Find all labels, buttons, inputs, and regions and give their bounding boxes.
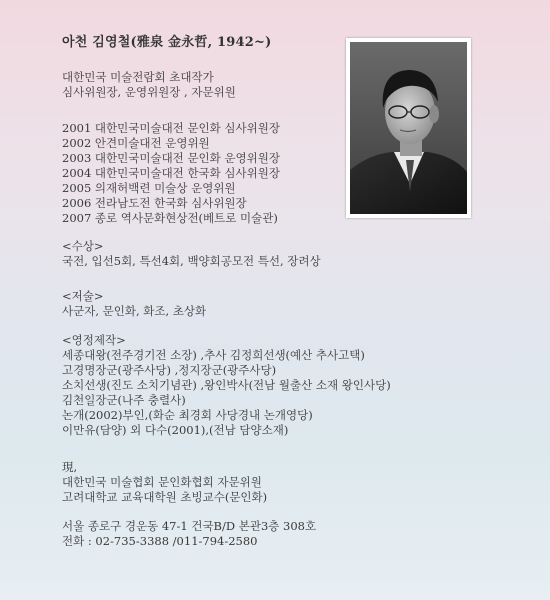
career-line: 2002 안견미술대전 운영위원 bbox=[62, 136, 210, 150]
career-line: 2001 대한민국미술대전 문인화 심사위원장 bbox=[62, 121, 280, 135]
portrait-line: 소치선생(진도 소치기념관) ,왕인박사(전남 월출산 소재 왕인사당) bbox=[62, 378, 391, 392]
works-heading: <저술> bbox=[62, 289, 104, 303]
portraits-heading: <영정제작> bbox=[62, 333, 126, 347]
works-section bbox=[62, 289, 206, 319]
career-section bbox=[62, 121, 280, 226]
portrait-photo bbox=[350, 42, 467, 214]
awards-heading: <수상> bbox=[62, 239, 104, 253]
awards-line: 국전, 입선5회, 특선4회, 백양회공모전 특선, 장려상 bbox=[62, 254, 321, 268]
phone-line: 전화 : 02-735-3388 /011-794-2580 bbox=[62, 534, 258, 548]
current-section bbox=[62, 460, 267, 505]
artist-title: 아천 김영철(雅泉 金永哲, 1942~) bbox=[62, 35, 272, 50]
intro-line: 대한민국 미술전람회 초대작가 bbox=[62, 70, 214, 84]
awards-section bbox=[62, 239, 321, 269]
career-line: 2003 대한민국미술대전 문인화 운영위원장 bbox=[62, 151, 280, 165]
career-line: 2005 의재허백련 미술상 운영위원 bbox=[62, 181, 236, 195]
current-line: 대한민국 미술협회 문인화협회 자문위원 bbox=[62, 475, 262, 489]
portraits-section bbox=[62, 333, 391, 438]
works-line: 사군자, 문인화, 화조, 초상화 bbox=[62, 304, 207, 318]
current-heading: 現, bbox=[62, 460, 78, 474]
contact-section bbox=[62, 519, 316, 549]
portrait-line: 세종대왕(전주경기전 소장) ,추사 김정희선생(예산 추사고택) bbox=[62, 348, 365, 362]
portrait-line: 이만유(담양) 외 다수(2001),(전남 담양소재) bbox=[62, 423, 289, 437]
current-line: 고려대학교 교육대학원 초빙교수(문인화) bbox=[62, 490, 268, 504]
portrait-line: 논개(2002)부인,(화순 최경회 사당경내 논개영당) bbox=[62, 408, 313, 422]
portrait-line: 김천일장군(나주 충렬사) bbox=[62, 393, 186, 407]
intro-section bbox=[62, 70, 236, 100]
portrait-photo-frame bbox=[346, 38, 471, 218]
career-line: 2007 종로 역사문화현상전(베트로 미술관) bbox=[62, 211, 278, 225]
career-line: 2006 전라남도전 한국화 심사위원장 bbox=[62, 196, 247, 210]
career-line: 2004 대한민국미술대전 한국화 심사위원장 bbox=[62, 166, 280, 180]
portrait-line: 고경명장군(광주사당) ,정지장군(광주사당) bbox=[62, 363, 277, 377]
address-line: 서울 종로구 경운동 47-1 건국B/D 본관3층 308호 bbox=[62, 519, 317, 533]
intro-line: 심사위원장, 운영위원장 , 자문위원 bbox=[62, 85, 236, 99]
